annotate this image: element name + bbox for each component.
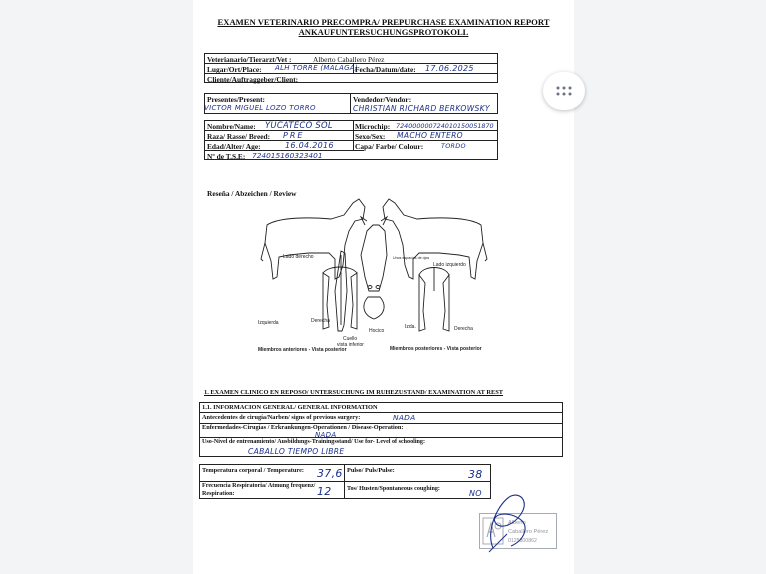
label-left: Izquierda bbox=[258, 320, 279, 326]
stamp-line-2: Caballero Pérez bbox=[508, 529, 549, 535]
cough-value: NO bbox=[469, 489, 482, 498]
horse-name-label: Nombre/Name: bbox=[207, 122, 256, 131]
more-options-button[interactable] bbox=[543, 72, 585, 110]
sex-label: Sexo/Sex: bbox=[355, 132, 386, 141]
label-muzzle: Hocico bbox=[369, 328, 385, 334]
sex-value: MACHO ENTERO bbox=[397, 131, 463, 140]
label-right-side: Lado derecho bbox=[283, 254, 314, 260]
resp-label-2: Respiration: bbox=[202, 491, 235, 497]
label-left-side: Lado izquierdo bbox=[433, 262, 466, 268]
place-value: ALH TORRE (MALAGA) bbox=[275, 64, 358, 72]
general-heading: 1.1. INFORMACION GENERAL/ GENERAL INFORMATION bbox=[202, 404, 378, 411]
stamp-line-3: 0125800862 bbox=[508, 538, 537, 544]
colour-label: Capa/ Farbe/ Colour: bbox=[355, 142, 424, 151]
present-label: Presentes/Present: bbox=[207, 95, 266, 104]
date-value: 17.06.2025 bbox=[425, 64, 474, 73]
label-neck-view: vista inferior bbox=[337, 342, 364, 348]
viewer-background-left bbox=[0, 0, 193, 574]
use-label: Uso-Nivel de entrenamiento/ Ausbildungs-Trainingsstand/ Use for- Level of schooling: bbox=[202, 439, 425, 445]
review-heading: Reseña / Abzeichen / Review bbox=[207, 189, 297, 198]
client-label: Cliente/Auftraggeber/Client: bbox=[207, 75, 299, 84]
temp-value: 37,6 bbox=[317, 467, 343, 480]
history-label: Antecedentes de cirugía/Narben/ signs of previous surgery: bbox=[202, 414, 361, 421]
label-right: Derecha bbox=[311, 318, 330, 324]
label-left-short: Izda. bbox=[405, 324, 416, 330]
vet-label: Veterianario/Tierarzt/Vet : bbox=[207, 55, 292, 64]
tse-value: 724015160323401 bbox=[252, 151, 323, 160]
diseases-value: NADA bbox=[315, 431, 337, 439]
viewer-background-right bbox=[574, 0, 766, 574]
microchip-label: Microchip: bbox=[355, 122, 391, 131]
colour-value: TORDO bbox=[441, 142, 466, 150]
microchip-value: 724000000724010150051870 bbox=[396, 122, 494, 130]
report-title: EXAMEN VETERINARIO PRECOMPRA/ PREPURCHASE EXAMINATION REPORT bbox=[217, 17, 550, 27]
tse-label: Nº de T.S.E: bbox=[207, 152, 246, 161]
pulse-label: Pulso/ Puls/Pulse: bbox=[347, 467, 395, 474]
horse-name-value: YUCATECO SOL bbox=[265, 120, 333, 130]
report-subtitle: ANKAUFUNTERSUCHUNGSPROTOKOLL bbox=[298, 27, 469, 37]
date-label: Fecha/Datum/date: bbox=[355, 65, 416, 74]
label-hind-limbs: Miembros posteriores - Vista posterior bbox=[390, 346, 482, 352]
stamp-line-1: Alberto bbox=[508, 520, 526, 526]
breed-label: Raza/ Rasse/ Breed: bbox=[207, 132, 271, 141]
label-right-2: Derecha bbox=[454, 326, 473, 332]
document-page bbox=[193, 0, 574, 574]
diseases-label: Enfermedades-Cirugías / Erkrankungen-Operationen / Disease-Operation: bbox=[202, 424, 404, 431]
place-label: Lugar/Ort/Place: bbox=[207, 65, 262, 74]
seller-label: Vendedor/Vendor: bbox=[353, 95, 412, 104]
breed-value: PRE bbox=[283, 131, 305, 140]
label-front-limbs: Miembros anteriores - Vista posterior bbox=[258, 347, 347, 353]
pulse-value: 38 bbox=[468, 468, 483, 481]
vet-signature bbox=[481, 490, 551, 560]
resp-label-1: Frecuencia Respiratoria/ Atmung frequenz/ bbox=[202, 483, 316, 489]
dots-grid-icon bbox=[556, 86, 572, 96]
age-label: Edad/Alter/ Age: bbox=[207, 142, 261, 151]
horse-diagram bbox=[249, 195, 499, 360]
history-value: NADA bbox=[393, 413, 416, 422]
seller-value: CHRISTIAN RICHARD BERKOWSKY bbox=[353, 104, 490, 113]
cough-label: Tos/ Husten/Spontaneous coughing: bbox=[347, 486, 440, 492]
label-head-note: Unos espacios de ojos bbox=[393, 256, 430, 260]
section1-heading: 1. EXAMEN CLINICO EN REPOSO/ UNTERSUCHUNG IM RUHEZUSTAND/ EXAMINATION AT REST bbox=[204, 389, 504, 396]
age-value: 16.04.2016 bbox=[285, 141, 334, 150]
vet-value: Alberto Caballero Pérez bbox=[313, 55, 385, 64]
temp-label: Temperatura corporal / Temperature: bbox=[202, 467, 304, 474]
resp-value: 12 bbox=[317, 485, 332, 498]
present-value: VICTOR MIGUEL LOZO TORRO bbox=[204, 104, 316, 112]
label-neck: Cuello bbox=[343, 336, 358, 342]
use-value: CABALLO TIEMPO LIBRE bbox=[248, 447, 345, 456]
